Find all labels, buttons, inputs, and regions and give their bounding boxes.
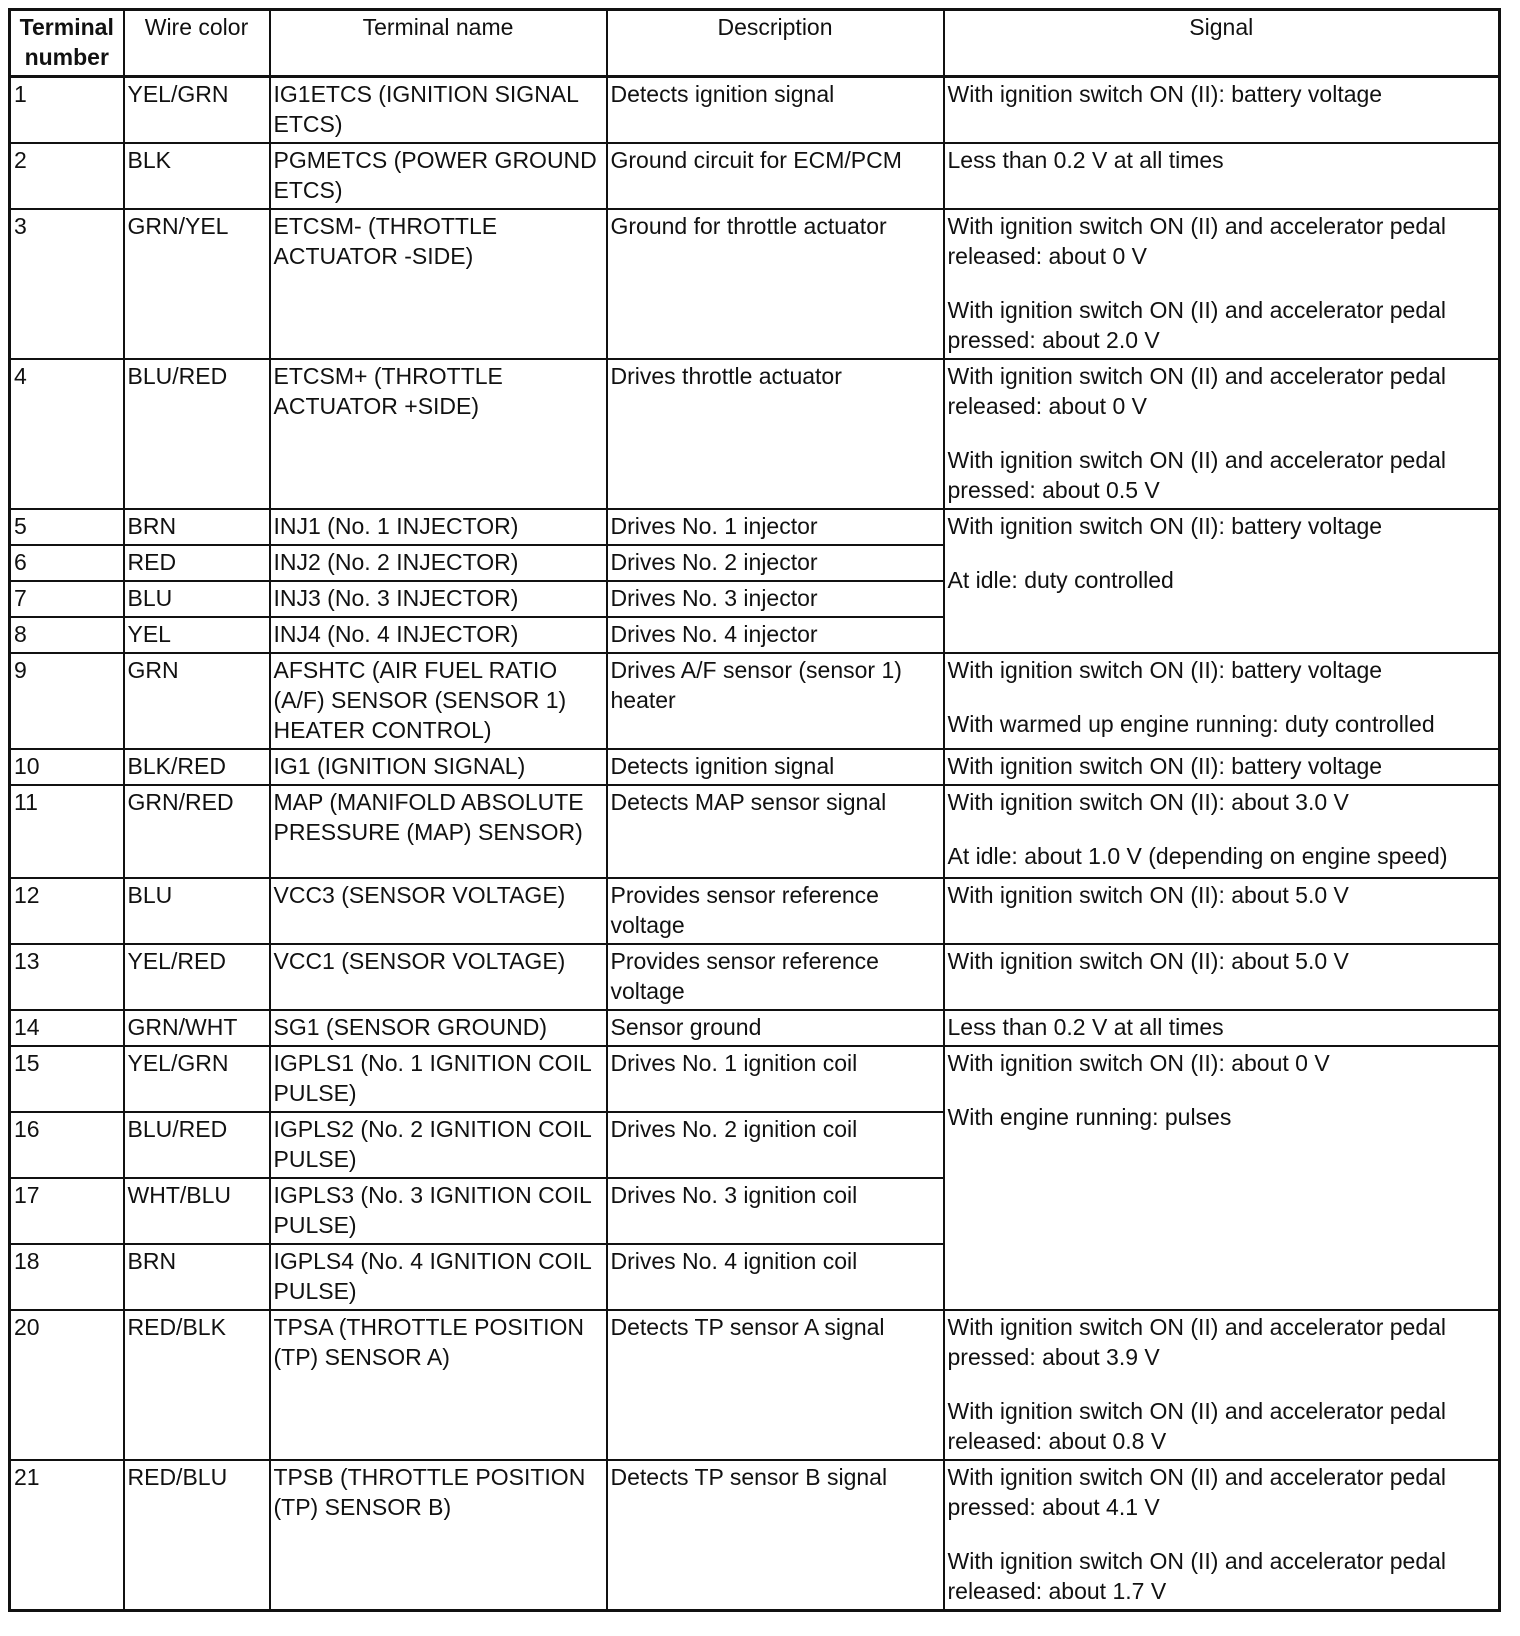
signal-line: With ignition switch ON (II) and accelerator pedal pressed: about 3.9 V <box>947 1314 1447 1370</box>
document <box>8 8 1498 1612</box>
wire-color-cell: GRN/RED <box>124 785 270 878</box>
terminal-name-cell: IGPLS2 (No. 2 IGNITION COIL PULSE) <box>270 1112 607 1178</box>
signal-line: With ignition switch ON (II) and accelerator pedal released: about 0.8 V <box>947 1398 1447 1454</box>
terminal-name-cell: INJ4 (No. 4 INJECTOR) <box>270 617 607 653</box>
table-row <box>10 1046 1500 1112</box>
description-cell: Drives A/F sensor (sensor 1) heater <box>607 653 944 749</box>
wire-color-cell: YEL/GRN <box>124 77 270 144</box>
terminal-number-cell: 3 <box>10 209 124 359</box>
header-terminal-number: Terminal number <box>10 10 124 77</box>
wire-color-cell: BLK <box>124 143 270 209</box>
signal-cell <box>944 359 1500 509</box>
terminal-number-cell: 16 <box>10 1112 124 1178</box>
description-cell: Drives throttle actuator <box>607 359 944 509</box>
description-cell: Drives No. 4 ignition coil <box>607 1244 944 1310</box>
table-row <box>10 209 1500 359</box>
terminal-name-cell: INJ1 (No. 1 INJECTOR) <box>270 509 607 545</box>
signal-cell <box>944 1010 1500 1046</box>
header-signal: Signal <box>944 10 1500 77</box>
terminal-name-cell: IGPLS3 (No. 3 IGNITION COIL PULSE) <box>270 1178 607 1244</box>
description-cell: Detects TP sensor B signal <box>607 1460 944 1611</box>
terminal-name-cell: MAP (MANIFOLD ABSOLUTE PRESSURE (MAP) SENSOR) <box>270 785 607 878</box>
wire-color-cell: RED/BLU <box>124 1460 270 1611</box>
terminal-name-cell: ETCSM+ (THROTTLE ACTUATOR +SIDE) <box>270 359 607 509</box>
signal-line: At idle: about 1.0 V (depending on engine speed) <box>947 843 1448 869</box>
description-cell: Detects TP sensor A signal <box>607 1310 944 1460</box>
description-cell: Detects ignition signal <box>607 749 944 785</box>
header-row <box>10 10 1500 77</box>
table-row <box>10 143 1500 209</box>
description-cell: Detects MAP sensor signal <box>607 785 944 878</box>
signal-line: With ignition switch ON (II): about 3.0 V <box>947 789 1349 815</box>
table-row <box>10 1460 1500 1611</box>
signal-line: At idle: duty controlled <box>947 567 1174 593</box>
header-description: Description <box>607 10 944 77</box>
description-cell: Drives No. 3 ignition coil <box>607 1178 944 1244</box>
signal-line: With ignition switch ON (II): about 0 V <box>947 1050 1330 1076</box>
terminal-table <box>8 8 1501 1612</box>
signal-line: Less than 0.2 V at all times <box>947 1014 1224 1040</box>
terminal-number-cell: 8 <box>10 617 124 653</box>
header-wire-color: Wire color <box>124 10 270 77</box>
terminal-name-cell: VCC1 (SENSOR VOLTAGE) <box>270 944 607 1010</box>
terminal-number-cell: 18 <box>10 1244 124 1310</box>
table-row <box>10 1310 1500 1460</box>
wire-color-cell: YEL/RED <box>124 944 270 1010</box>
terminal-name-cell: ETCSM- (THROTTLE ACTUATOR -SIDE) <box>270 209 607 359</box>
table-row <box>10 653 1500 749</box>
signal-cell <box>944 785 1500 878</box>
wire-color-cell: WHT/BLU <box>124 1178 270 1244</box>
wire-color-cell: GRN/WHT <box>124 1010 270 1046</box>
wire-color-cell: BLU <box>124 581 270 617</box>
signal-cell <box>944 209 1500 359</box>
signal-line: With ignition switch ON (II): battery voltage <box>947 81 1383 107</box>
description-cell: Provides sensor reference voltage <box>607 878 944 944</box>
signal-line: Less than 0.2 V at all times <box>947 147 1224 173</box>
signal-line: With ignition switch ON (II): battery voltage <box>947 513 1383 539</box>
description-cell: Drives No. 1 injector <box>607 509 944 545</box>
terminal-number-cell: 5 <box>10 509 124 545</box>
terminal-number-cell: 12 <box>10 878 124 944</box>
description-cell: Drives No. 4 injector <box>607 617 944 653</box>
wire-color-cell: BLU/RED <box>124 359 270 509</box>
table-row <box>10 944 1500 1010</box>
terminal-number-cell: 9 <box>10 653 124 749</box>
wire-color-cell: YEL/GRN <box>124 1046 270 1112</box>
description-cell: Sensor ground <box>607 1010 944 1046</box>
table-row <box>10 1010 1500 1046</box>
signal-line: With ignition switch ON (II) and accelerator pedal pressed: about 4.1 V <box>947 1464 1447 1520</box>
wire-color-cell: GRN/YEL <box>124 209 270 359</box>
signal-cell <box>944 143 1500 209</box>
terminal-number-cell: 11 <box>10 785 124 878</box>
signal-line: With ignition switch ON (II): about 5.0 V <box>947 882 1349 908</box>
description-cell: Drives No. 1 ignition coil <box>607 1046 944 1112</box>
signal-cell <box>944 509 1500 653</box>
terminal-name-cell: VCC3 (SENSOR VOLTAGE) <box>270 878 607 944</box>
signal-line: With engine running: pulses <box>947 1104 1232 1130</box>
terminal-number-cell: 15 <box>10 1046 124 1112</box>
wire-color-cell: BRN <box>124 1244 270 1310</box>
signal-line: With ignition switch ON (II) and accelerator pedal released: about 1.7 V <box>947 1548 1447 1604</box>
terminal-number-cell: 7 <box>10 581 124 617</box>
signal-cell <box>944 749 1500 785</box>
wire-color-cell: GRN <box>124 653 270 749</box>
terminal-number-cell: 10 <box>10 749 124 785</box>
signal-line: With ignition switch ON (II) and accelerator pedal pressed: about 0.5 V <box>947 447 1447 503</box>
description-cell: Drives No. 2 ignition coil <box>607 1112 944 1178</box>
description-cell: Detects ignition signal <box>607 77 944 144</box>
description-cell: Ground for throttle actuator <box>607 209 944 359</box>
wire-color-cell: RED/BLK <box>124 1310 270 1460</box>
signal-cell <box>944 878 1500 944</box>
terminal-name-cell: TPSB (THROTTLE POSITION (TP) SENSOR B) <box>270 1460 607 1611</box>
signal-cell <box>944 1310 1500 1460</box>
signal-cell <box>944 944 1500 1010</box>
terminal-name-cell: IGPLS1 (No. 1 IGNITION COIL PULSE) <box>270 1046 607 1112</box>
terminal-number-cell: 2 <box>10 143 124 209</box>
terminal-name-cell: PGMETCS (POWER GROUND ETCS) <box>270 143 607 209</box>
wire-color-cell: BLU <box>124 878 270 944</box>
terminal-name-cell: IG1 (IGNITION SIGNAL) <box>270 749 607 785</box>
signal-cell <box>944 1460 1500 1611</box>
wire-color-cell: BRN <box>124 509 270 545</box>
signal-cell <box>944 653 1500 749</box>
table-row <box>10 509 1500 545</box>
signal-line: With ignition switch ON (II) and accelerator pedal pressed: about 2.0 V <box>947 297 1447 353</box>
terminal-number-cell: 14 <box>10 1010 124 1046</box>
table-row <box>10 878 1500 944</box>
signal-line: With ignition switch ON (II) and accelerator pedal released: about 0 V <box>947 363 1447 419</box>
terminal-number-cell: 6 <box>10 545 124 581</box>
description-cell: Drives No. 3 injector <box>607 581 944 617</box>
wire-color-cell: RED <box>124 545 270 581</box>
signal-cell <box>944 1046 1500 1310</box>
terminal-name-cell: INJ3 (No. 3 INJECTOR) <box>270 581 607 617</box>
terminal-number-cell: 1 <box>10 77 124 144</box>
terminal-name-cell: AFSHTC (AIR FUEL RATIO (A/F) SENSOR (SENSOR 1) HEATER CONTROL) <box>270 653 607 749</box>
signal-cell <box>944 77 1500 144</box>
wire-color-cell: BLK/RED <box>124 749 270 785</box>
terminal-number-cell: 13 <box>10 944 124 1010</box>
table-body <box>10 77 1500 1611</box>
header-terminal-name: Terminal name <box>270 10 607 77</box>
description-cell: Ground circuit for ECM/PCM <box>607 143 944 209</box>
table-row <box>10 749 1500 785</box>
signal-line: With ignition switch ON (II): battery voltage <box>947 753 1383 779</box>
table-row <box>10 359 1500 509</box>
terminal-name-cell: SG1 (SENSOR GROUND) <box>270 1010 607 1046</box>
terminal-name-cell: IG1ETCS (IGNITION SIGNAL ETCS) <box>270 77 607 144</box>
wire-color-cell: BLU/RED <box>124 1112 270 1178</box>
terminal-name-cell: INJ2 (No. 2 INJECTOR) <box>270 545 607 581</box>
terminal-number-cell: 4 <box>10 359 124 509</box>
signal-line: With ignition switch ON (II) and accelerator pedal released: about 0 V <box>947 213 1447 269</box>
description-cell: Drives No. 2 injector <box>607 545 944 581</box>
terminal-number-cell: 21 <box>10 1460 124 1611</box>
table-row <box>10 785 1500 878</box>
signal-line: With ignition switch ON (II): battery voltage <box>947 657 1383 683</box>
terminal-name-cell: TPSA (THROTTLE POSITION (TP) SENSOR A) <box>270 1310 607 1460</box>
description-cell: Provides sensor reference voltage <box>607 944 944 1010</box>
terminal-name-cell: IGPLS4 (No. 4 IGNITION COIL PULSE) <box>270 1244 607 1310</box>
table-row <box>10 77 1500 144</box>
terminal-number-cell: 17 <box>10 1178 124 1244</box>
wire-color-cell: YEL <box>124 617 270 653</box>
signal-line: With ignition switch ON (II): about 5.0 V <box>947 948 1349 974</box>
signal-line: With warmed up engine running: duty controlled <box>947 711 1435 737</box>
terminal-number-cell: 20 <box>10 1310 124 1460</box>
